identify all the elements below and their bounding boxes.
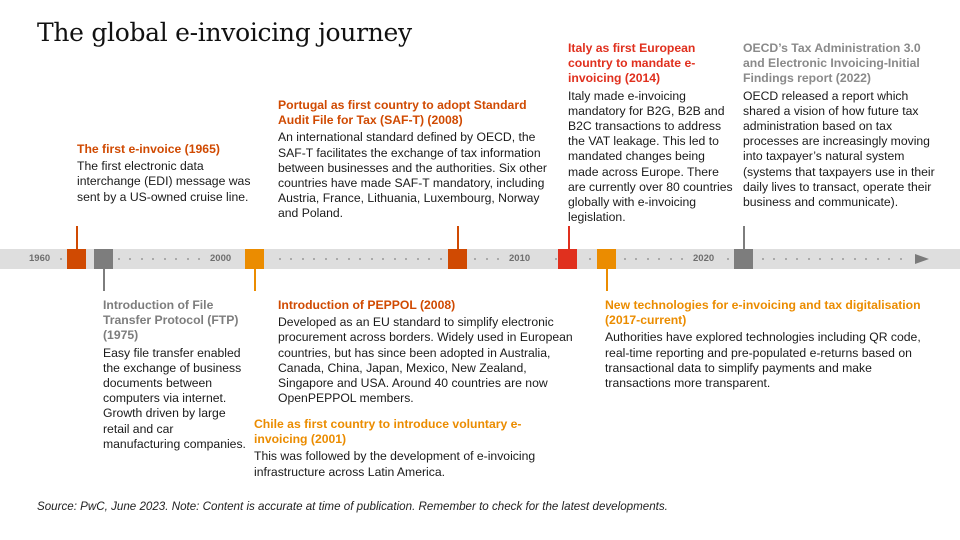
timeline-dot — [371, 258, 373, 260]
timeline-dot — [624, 258, 626, 260]
event-body: This was followed by the development of e-invoicing infrastructure across Latin America. — [254, 449, 536, 479]
timeline-dot — [60, 258, 62, 260]
event-italy — [568, 41, 733, 225]
timeline-dot — [129, 258, 131, 260]
marker-first-einvoice[interactable] — [67, 249, 86, 269]
timeline-track — [0, 249, 960, 269]
stem-chile — [254, 269, 256, 291]
timeline-dot — [831, 258, 833, 260]
stem-italy — [568, 226, 570, 249]
marker-ftp[interactable] — [94, 249, 113, 269]
timeline-dot — [486, 258, 488, 260]
event-body: Easy file transfer enabled the exchange of business documents between computers via internet. Growth driven by large retail and car manufacturing companies. — [103, 345, 246, 451]
timeline-dot — [888, 258, 890, 260]
timeline-dot — [187, 258, 189, 260]
timeline-dot — [658, 258, 660, 260]
year-label-2020: 2020 — [693, 253, 715, 264]
timeline-dot — [164, 258, 166, 260]
year-label-2010: 2010 — [509, 253, 531, 264]
timeline-dot — [359, 258, 361, 260]
timeline-dot — [313, 258, 315, 260]
timeline-dot — [555, 258, 557, 260]
stem-ftp — [103, 269, 105, 291]
event-heading: Chile as first country to introduce voluntary e-invoicing (2001) — [254, 417, 522, 447]
timeline-dot — [474, 258, 476, 260]
timeline-dot — [394, 258, 396, 260]
stem-portugal-peppol — [457, 226, 459, 249]
event-heading: The first e-invoice (1965) — [77, 142, 220, 156]
timeline-dot — [118, 258, 120, 260]
timeline-dot — [279, 258, 281, 260]
timeline-dot — [785, 258, 787, 260]
timeline-dot — [900, 258, 902, 260]
timeline-dot — [877, 258, 879, 260]
event-body: OECD released a report which shared a vision of how future tax administration based on tax processes are increasingly moving into taxpayer’s natural system (systems that taxpayers use in their daily lives to transact, operate their business and communicate). — [743, 88, 935, 210]
event-heading: Introduction of PEPPOL (2008) — [278, 298, 456, 312]
arrow-right-icon — [915, 254, 929, 264]
timeline-dot — [681, 258, 683, 260]
timeline-dot — [497, 258, 499, 260]
timeline-dot — [428, 258, 430, 260]
timeline-dot — [325, 258, 327, 260]
event-heading: Introduction of File Transfer Protocol (FTP) (1975) — [103, 298, 239, 343]
timeline-dot — [405, 258, 407, 260]
year-label-2000: 2000 — [210, 253, 232, 264]
marker-new-tech[interactable] — [597, 249, 616, 269]
timeline-dot — [417, 258, 419, 260]
event-new-tech — [605, 298, 935, 391]
event-body: Developed as an EU standard to simplify electronic procurement across borders. Widely used in European countries, but has since been adopted in Australia, Canada, China, Japan, Mexico, New Zealand, Singapore and USA. Around 40 countries are now OpenPEPPOL members. — [278, 315, 573, 406]
event-first-einvoice — [77, 142, 262, 205]
timeline-dot — [635, 258, 637, 260]
timeline-dot — [382, 258, 384, 260]
event-oecd — [743, 41, 943, 210]
event-chile — [254, 417, 554, 480]
timeline-dot — [842, 258, 844, 260]
timeline-dot — [152, 258, 154, 260]
timeline-dot — [854, 258, 856, 260]
timeline-dot — [647, 258, 649, 260]
event-heading: Italy as first European country to mandate e-invoicing (2014) — [568, 41, 696, 86]
timeline-dot — [302, 258, 304, 260]
year-label-1960: 1960 — [29, 253, 51, 264]
stem-oecd — [743, 226, 745, 249]
marker-oecd[interactable] — [734, 249, 753, 269]
timeline-dot — [773, 258, 775, 260]
stem-new-tech — [606, 269, 608, 291]
event-body: The first electronic data interchange (EDI) message was sent by a US-owned cruise line. — [77, 159, 251, 204]
timeline-dot — [175, 258, 177, 260]
event-body: Authorities have explored technologies including QR code, real-time reporting and pre-populated e-returns based on transactional data to simplify payments and make transactions more transparent. — [605, 330, 921, 391]
event-portugal — [278, 98, 550, 222]
timeline-dot — [336, 258, 338, 260]
event-ftp — [103, 298, 253, 452]
marker-italy[interactable] — [558, 249, 577, 269]
timeline-dot — [727, 258, 729, 260]
timeline-dot — [440, 258, 442, 260]
timeline-dot — [290, 258, 292, 260]
marker-portugal-peppol[interactable] — [448, 249, 467, 269]
event-body: Italy made e-invoicing mandatory for B2G, B2B and B2C transactions to address the VAT leakage. This led to mandated changes being made across Europe. There are currently over 80 countries globally with e-invoicing legislation. — [568, 88, 733, 225]
timeline-dot — [348, 258, 350, 260]
stem-first-einvoice — [76, 226, 78, 249]
timeline-dot — [808, 258, 810, 260]
source-note: Source: PwC, June 2023. Note: Content is accurate at time of publication. Remember to check for the latest developments. — [37, 500, 668, 513]
page-title: The global e-invoicing journey — [37, 18, 412, 47]
event-heading: Portugal as first country to adopt Standard Audit File for Tax (SAF-T) (2008) — [278, 98, 527, 128]
event-peppol — [278, 298, 578, 406]
event-body: An international standard defined by OECD, the SAF-T facilitates the exchange of tax information between businesses and the authorities. Six other countries have made SAF-T mandatory, including Austria, France, Lithuania, Luxembourg, Norway and Poland. — [278, 130, 547, 221]
event-heading: New technologies for e-invoicing and tax digitalisation (2017-current) — [605, 298, 921, 328]
timeline-dot — [865, 258, 867, 260]
timeline-dot — [762, 258, 764, 260]
timeline-dot — [796, 258, 798, 260]
marker-chile[interactable] — [245, 249, 264, 269]
event-heading: OECD’s Tax Administration 3.0 and Electronic Invoicing-Initial Findings report (2022) — [743, 41, 921, 86]
timeline-dot — [141, 258, 143, 260]
timeline-dot — [198, 258, 200, 260]
timeline-dot — [670, 258, 672, 260]
timeline-dot — [589, 258, 591, 260]
timeline-dot — [819, 258, 821, 260]
